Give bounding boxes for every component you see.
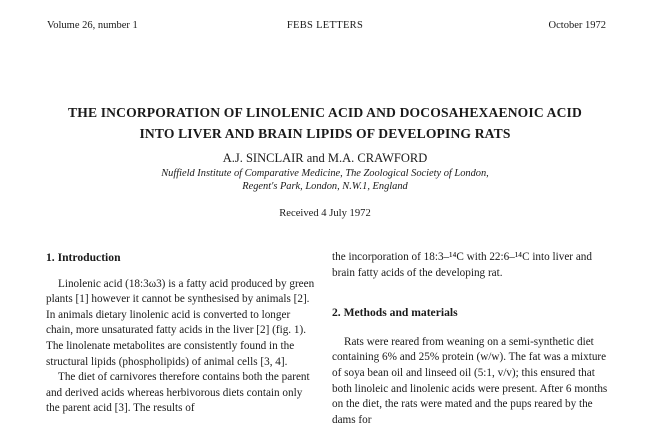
section-heading-methods: 2. Methods and materials bbox=[332, 306, 458, 320]
intro-paragraph-2: The diet of carnivores therefore contains both the parent and derived acids whereas herbivorous diets contain only the parent acid [3]. The results of bbox=[46, 371, 310, 415]
section-heading-introduction: 1. Introduction bbox=[46, 251, 121, 264]
right-column bbox=[332, 250, 612, 428]
methods-paragraph-1: Rats were reared from weaning on a semi-synthetic diet containing 6% and 25% protein (w/w). The fat was a mixture of soya bean oil and linseed oil (5:1, v/v); this ensured that both linoleic and linolenic acids were present. After 6 months on the diet, the rats were mated and the pups reared by the dams for bbox=[332, 335, 608, 426]
title-line-2: INTO LIVER AND BRAIN LIPIDS OF DEVELOPING RATS bbox=[139, 126, 511, 141]
received-date: Received 4 July 1972 bbox=[279, 208, 371, 219]
affiliation bbox=[0, 167, 650, 193]
issue-date: October 1972 bbox=[548, 20, 606, 31]
intro-paragraph-1: Linolenic acid (18:3ω3) is a fatty acid produced by green plants [1] however it cannot be synthesised by animals [2]. In animals dietary linolenic acid is converted to longer chain, more unsaturated fatty acids in the liver [2] (fig. 1). The linolenate metabolites are consistently found in the structural lipids (phospholipids) of animal cells [3, 4]. bbox=[46, 277, 315, 368]
title-line-1: THE INCORPORATION OF LINOLENIC ACID AND DOCOSAHEXAENOIC ACID bbox=[68, 105, 582, 120]
volume-number: Volume 26, number 1 bbox=[47, 20, 138, 31]
article-title bbox=[0, 102, 650, 144]
intro-continuation: the incorporation of 18:3–¹⁴C with 22:6–¹⁴C into liver and brain fatty acids of the developing rat. bbox=[332, 251, 592, 279]
left-column bbox=[46, 250, 316, 417]
authors: A.J. SINCLAIR and M.A. CRAWFORD bbox=[222, 151, 428, 165]
affiliation-line-2: Regent's Park, London, N.W.1, England bbox=[242, 181, 408, 192]
journal-name: FEBS LETTERS bbox=[286, 20, 364, 31]
affiliation-line-1: Nuffield Institute of Comparative Medicine, The Zoological Society of London, bbox=[161, 168, 489, 179]
